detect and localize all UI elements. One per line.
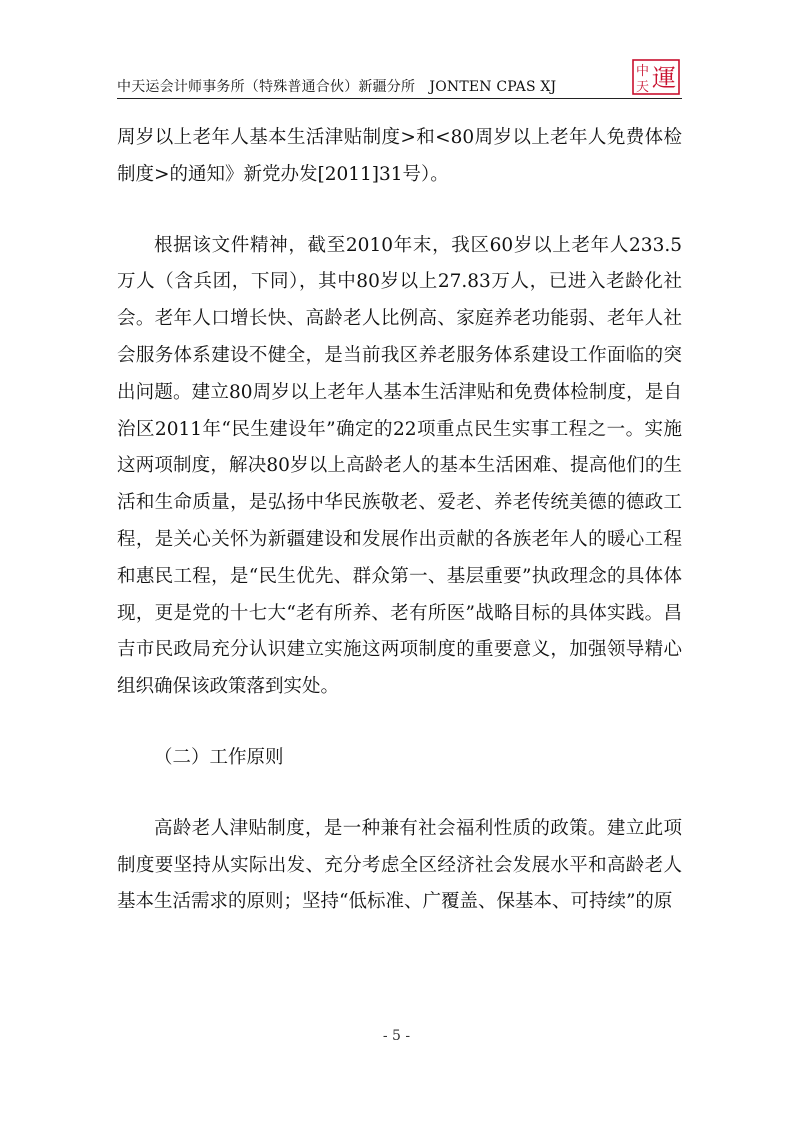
paragraph-continued: 周岁以上老年人基本生活津贴制度>和<80周岁以上老年人免费体检制度>的通知》新党办发[2011]31号）。 xyxy=(117,127,682,185)
page-number: - 5 - xyxy=(382,1028,411,1044)
logo-char-3: 運 xyxy=(652,64,676,92)
paragraph-background: 根据该文件精神，截至2010年末，我区60岁以上老年人233.5万人（含兵团，下同），其中80岁以上27.83万人，已进入老龄化社会。老年人口增长快、高龄老人比例高、家庭养老功能弱、老年人社会服务体系建设不健全，是当前我区养老服务体系建设工作面临的突出问题。建立80周岁以上老年人基本生活津贴和免费体检制度，是自治区2011年“民生建设年”确定的22项重点民生实事工程之一。实施这两项制度，解决80岁以上高龄老人的基本生活困难、提高他们的生活和生命质量，是弘扬中华民族敬老、爱老、养老传统美德的德政工程，是关心关怀为新疆建设和发展作出贡献的各族老年人的暖心工程和惠民工程，是“民生优先、群众第一、基层重要”执政理念的具体体现，更是党的十七大“老有所养、老有所医”战略目标的具体实践。昌吉市民政局充分认识建立实施这两项制度的重要意义，加强领导精心组织确保该政策落到实处。 xyxy=(117,234,682,698)
logo-char-1: 中 xyxy=(636,64,650,79)
document-body xyxy=(117,120,682,921)
header-rule xyxy=(117,98,682,99)
page-header xyxy=(117,70,677,100)
section-heading-principles: （二）工作原则 xyxy=(154,746,284,768)
firm-logo-icon xyxy=(632,58,680,96)
paragraph-principles: 高龄老人津贴制度，是一种兼有社会福利性质的政策。建立此项制度要坚持从实际出发、充分考虑全区经济社会发展水平和高龄老人基本生活需求的原则；坚持“低标准、广覆盖、保基本、可持续”的原 xyxy=(117,817,682,913)
header-firm-name: 中天运会计师事务所（特殊普通合伙）新疆分所 JONTEN CPAS XJ xyxy=(117,79,557,95)
logo-char-2: 天 xyxy=(636,80,650,95)
